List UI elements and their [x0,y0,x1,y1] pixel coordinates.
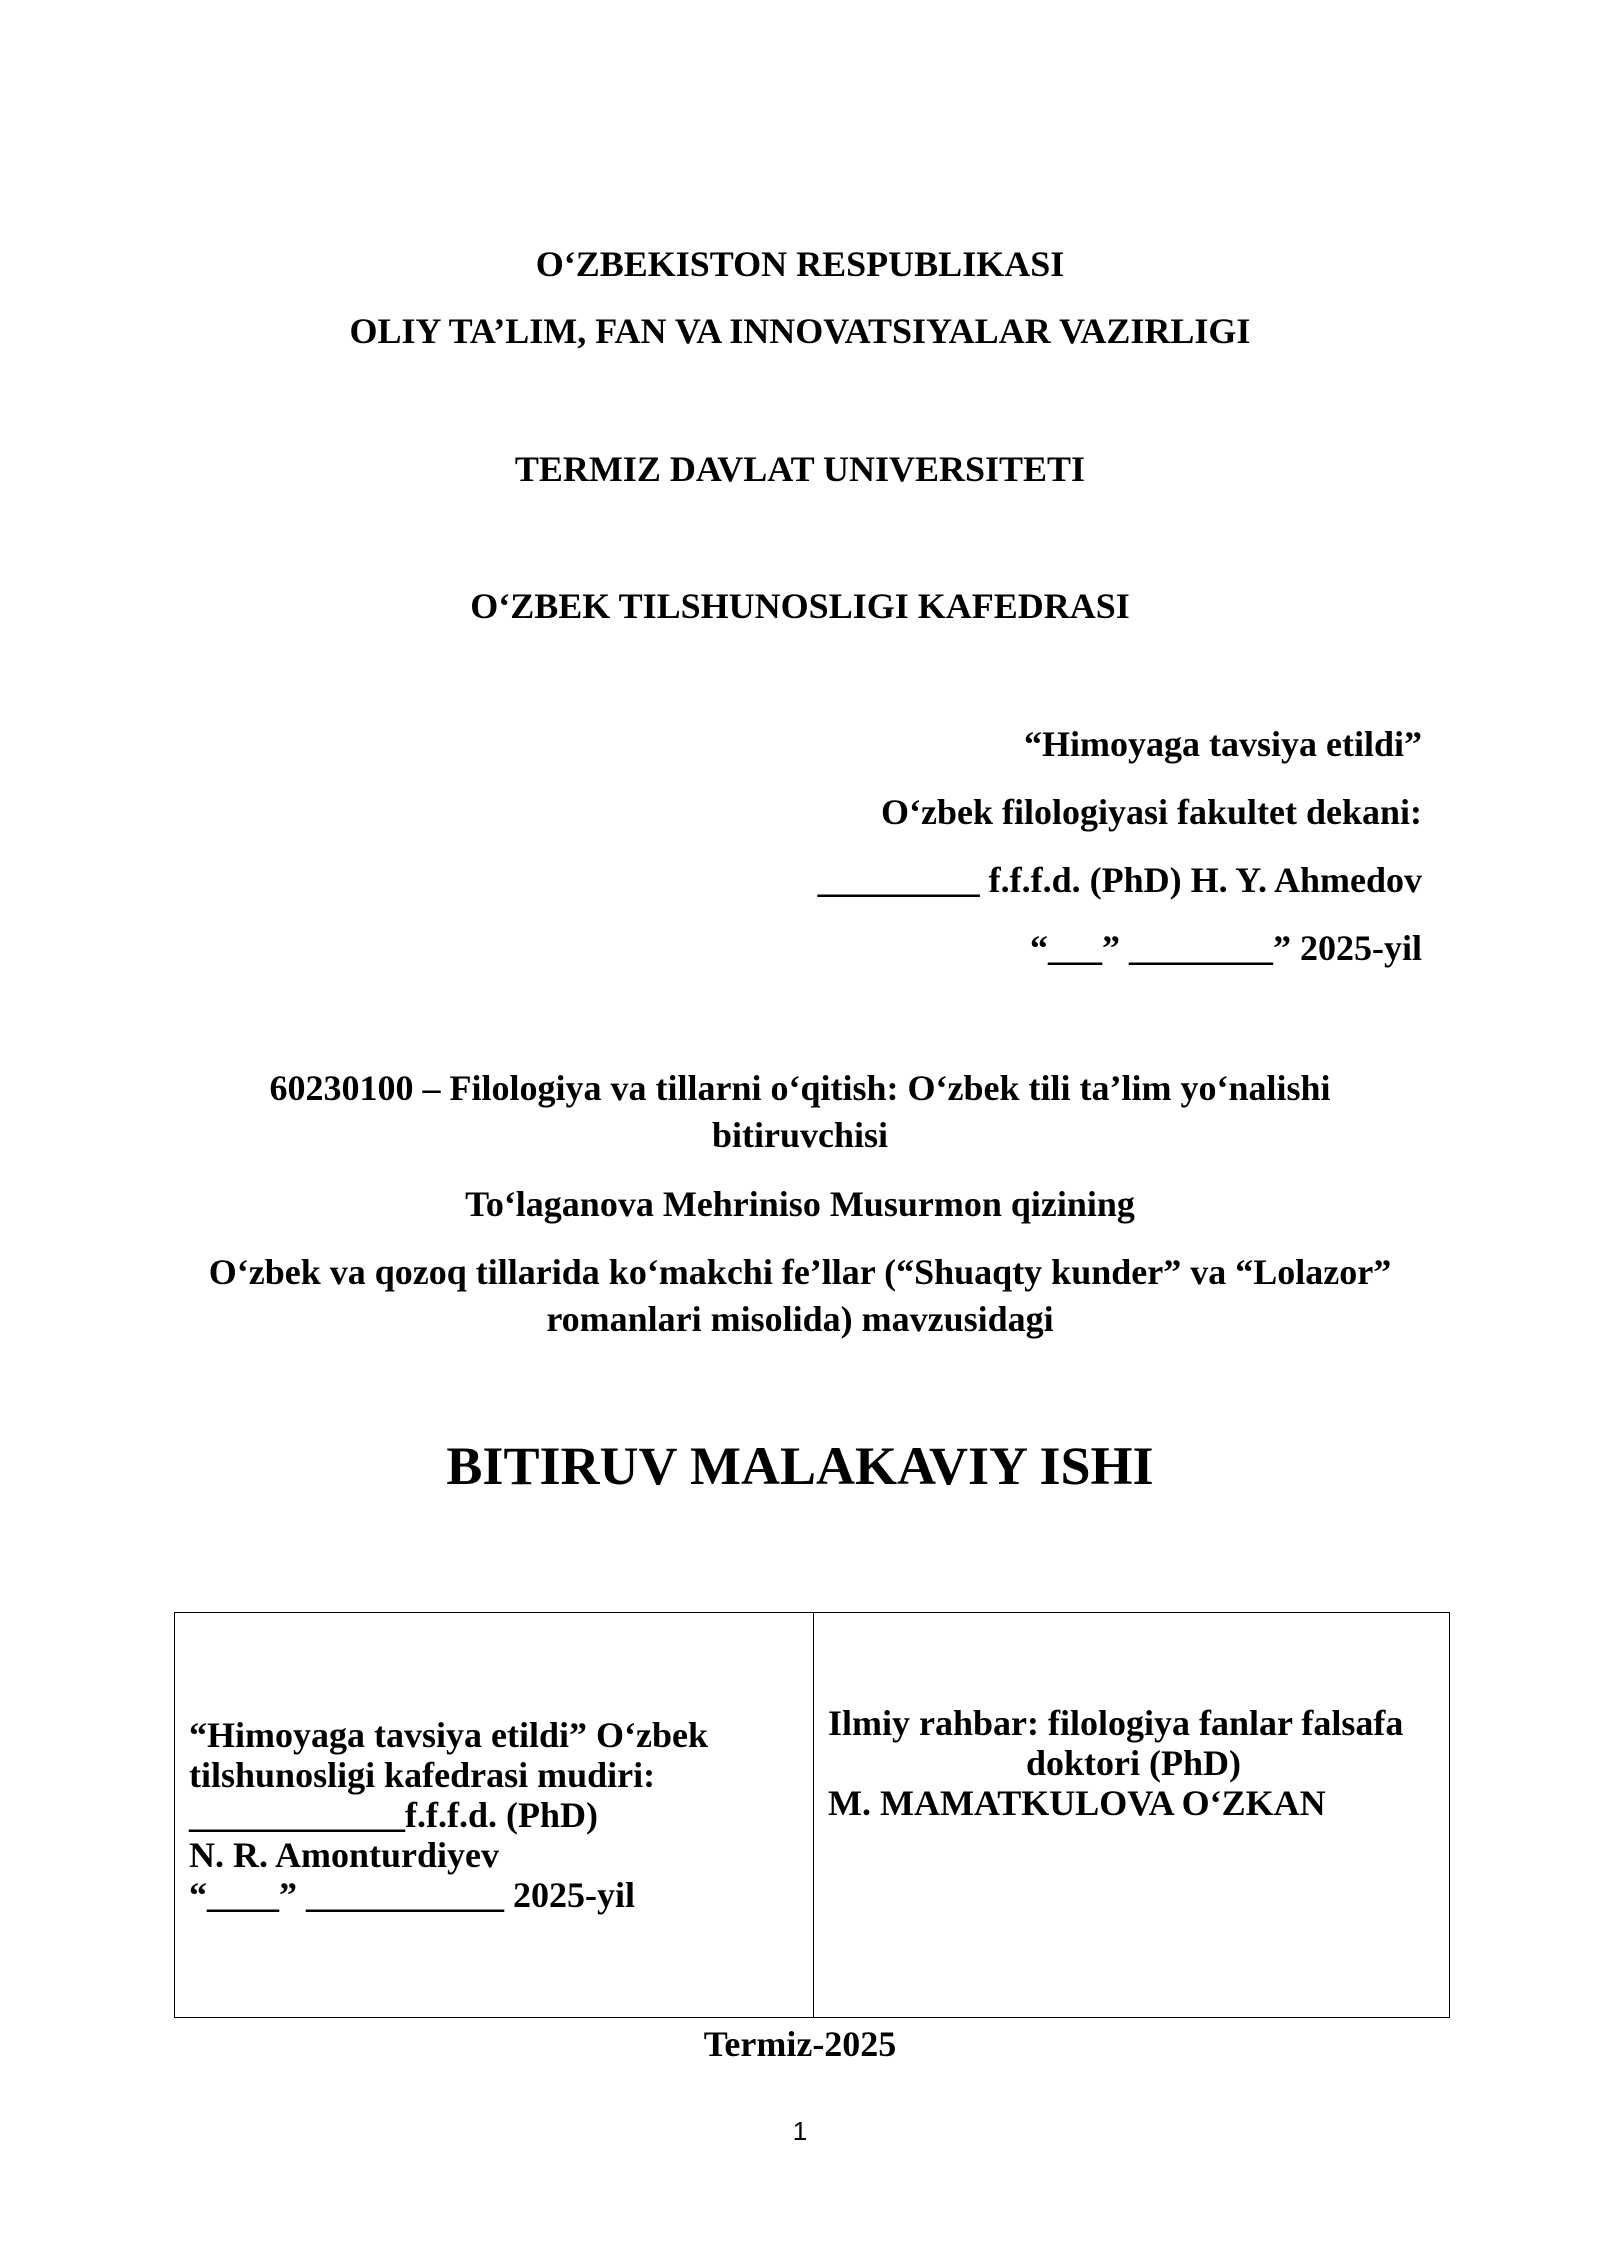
ministry-heading: OLIY TA’LIM, FAN VA INNOVATSIYALAR VAZIRLIGI [349,311,1251,351]
specialty-text: 60230100 – Filologiya va tillarni o‘qitish: O‘zbek tili ta’lim yo‘nalishi bitiruvchisi [269,1068,1331,1155]
student-name: To‘laganova Mehriniso Musurmon qizining [465,1184,1135,1224]
supervisor-name: M. MAMATKULOVA O‘ZKAN [828,1783,1326,1823]
dept-head-title: tilshunosligi kafedrasi mudiri: [189,1755,656,1795]
approval-date: “___” ________” 2025-yil [1030,928,1422,968]
supervisor-degree: doktori (PhD) [1026,1743,1241,1783]
department-heading: O‘ZBEK TILSHUNOSLIGI KAFEDRASI [470,586,1130,626]
department-head-cell [175,1613,814,2017]
university-heading: TERMIZ DAVLAT UNIVERSITETI [514,449,1086,489]
approval-recommended: “Himoyaga tavsiya etildi” [1024,724,1422,764]
dept-head-signature: ____________f.f.f.d. (PhD) [189,1795,598,1835]
dept-recommended-line: “Himoyaga tavsiya etildi” O‘zbek [189,1715,708,1755]
supervisor-cell [814,1613,1449,2017]
dean-title: O‘zbek filologiyasi fakultet dekani: [880,792,1422,832]
republic-heading: O‘ZBEKISTON RESPUBLIKASI [535,244,1065,284]
dept-head-name: N. R. Amonturdiyev [189,1835,500,1875]
thesis-topic: O‘zbek va qozoq tillarida ko‘makchi fe’llar (“Shuaqty kunder” va “Lolazor” romanlari misolida) mavzusidagi [208,1252,1392,1339]
supervisor-title: Ilmiy rahbar: filologiya fanlar falsafa [828,1703,1404,1743]
thesis-title: BITIRUV MALAKAVIY ISHI [446,1436,1154,1496]
place-year: Termiz-2025 [703,2024,897,2064]
signature-table [174,1612,1450,2018]
page-number: 1 [792,2116,808,2146]
dept-head-date: “____” ___________ 2025-yil [189,1875,635,1915]
dean-signature: _________ f.f.f.d. (PhD) H. Y. Ahmedov [817,860,1422,900]
